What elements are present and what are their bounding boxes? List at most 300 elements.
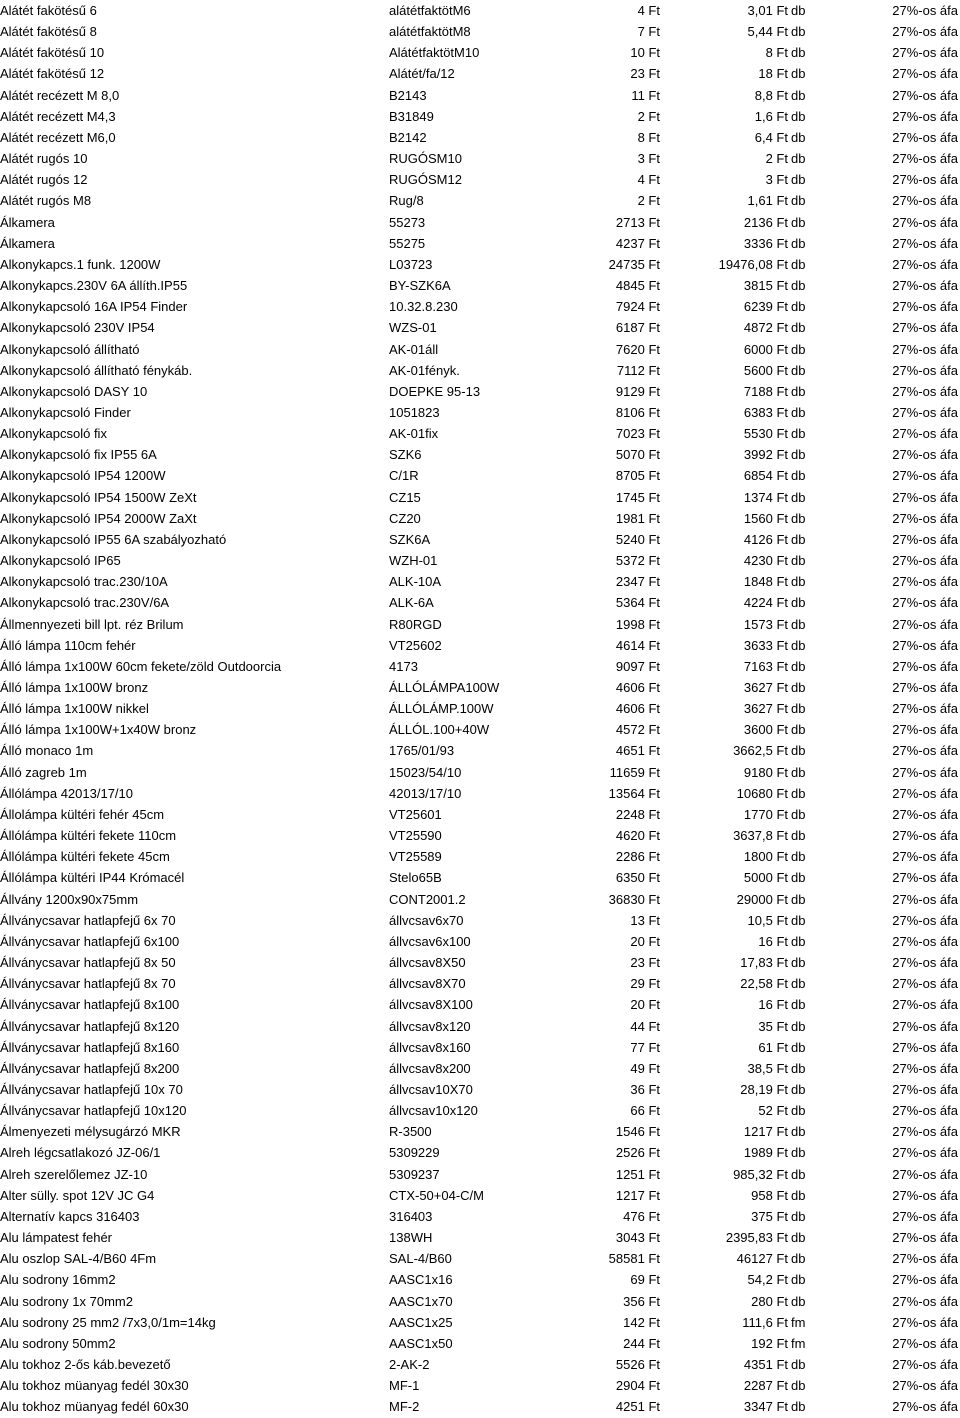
product-code: 5309237 <box>389 1166 440 1182</box>
unit: db <box>791 299 806 315</box>
vat-rate: 27%-os áfa <box>892 637 958 653</box>
vat-rate: 27%-os áfa <box>892 193 958 209</box>
product-name: Álló lámpa 110cm fehér <box>0 637 136 653</box>
vat-rate: 27%-os áfa <box>892 955 958 971</box>
table-row <box>0 614 960 635</box>
vat-rate: 27%-os áfa <box>892 320 958 336</box>
vat-rate: 27%-os áfa <box>892 1103 958 1119</box>
net-price: 3347 Ft <box>743 1399 788 1415</box>
vat-rate: 27%-os áfa <box>892 235 958 251</box>
unit: db <box>791 955 806 971</box>
vat-rate: 27%-os áfa <box>892 362 958 378</box>
unit: db <box>791 637 806 653</box>
vat-rate: 27%-os áfa <box>892 976 958 992</box>
product-name: Alu sodrony 1x 70mm2 <box>0 1293 133 1309</box>
unit: db <box>791 235 806 251</box>
table-row <box>0 339 960 360</box>
unit: db <box>791 66 806 82</box>
unit: db <box>791 976 806 992</box>
vat-rate: 27%-os áfa <box>892 1187 958 1203</box>
gross-price: 11 Ft <box>631 87 660 103</box>
product-name: Alternatív kapcs 316403 <box>0 1208 140 1224</box>
gross-price: 58581 Ft <box>608 1251 660 1267</box>
gross-price: 4845 Ft <box>615 278 660 294</box>
gross-price: 476 Ft <box>623 1208 660 1224</box>
table-row <box>0 381 960 402</box>
table-row <box>0 233 960 254</box>
unit: db <box>791 658 806 674</box>
gross-price: 5070 Ft <box>615 447 660 463</box>
unit: db <box>791 404 806 420</box>
gross-price: 7924 Ft <box>615 299 660 315</box>
product-name: Állványcsavar hatlapfejű 10x 70 <box>0 1081 183 1097</box>
unit: db <box>791 1018 806 1034</box>
product-code: R-3500 <box>389 1124 432 1140</box>
vat-rate: 27%-os áfa <box>892 1272 958 1288</box>
table-row <box>0 423 960 444</box>
product-name: Alkonykapcsoló DASY 10 <box>0 383 148 399</box>
product-code: 10.32.8.230 <box>389 299 458 315</box>
product-code: AlátétfaktötM10 <box>389 45 480 61</box>
unit: db <box>791 680 806 695</box>
unit: db <box>791 87 806 103</box>
unit: db <box>791 447 806 463</box>
table-row <box>0 1227 960 1248</box>
product-code: állvcsav8x160 <box>389 1039 471 1055</box>
unit: db <box>791 24 806 40</box>
table-row <box>0 1079 960 1100</box>
table-row <box>0 444 960 465</box>
gross-price: 1217 Ft <box>615 1187 660 1203</box>
gross-price: 8106 Ft <box>615 404 660 420</box>
vat-rate: 27%-os áfa <box>892 489 958 505</box>
product-code: Rug/8 <box>389 193 424 209</box>
vat-rate: 27%-os áfa <box>892 45 958 61</box>
unit: db <box>791 1145 806 1161</box>
gross-price: 20 Ft <box>630 933 660 949</box>
product-name: Álló lámpa 1x100W+1x40W bronz <box>0 722 197 738</box>
gross-price: 7620 Ft <box>615 341 660 357</box>
net-price: 1800 Ft <box>743 849 788 865</box>
gross-price: 66 Ft <box>630 1103 660 1119</box>
product-name: Alátét fakötésű 12 <box>0 66 105 82</box>
product-code: 55273 <box>389 214 426 230</box>
gross-price: 3043 Ft <box>615 1230 660 1246</box>
net-price: 1848 Ft <box>743 574 788 590</box>
unit: db <box>791 870 806 886</box>
gross-price: 2 Ft <box>637 193 660 209</box>
gross-price: 10 Ft <box>630 45 660 61</box>
table-row <box>0 1142 960 1163</box>
net-price: 10680 Ft <box>736 785 788 801</box>
net-price: 3627 Ft <box>743 701 788 717</box>
net-price: 3 Ft <box>765 172 788 188</box>
net-price: 4230 Ft <box>743 553 788 569</box>
gross-price: 142 Ft <box>623 1314 660 1330</box>
table-row <box>0 465 960 486</box>
table-row <box>0 762 960 783</box>
product-code: állvcsav10X70 <box>389 1081 473 1097</box>
gross-price: 29 Ft <box>630 976 660 992</box>
gross-price: 2526 Ft <box>615 1145 660 1161</box>
vat-rate: 27%-os áfa <box>892 1293 958 1309</box>
unit: db <box>791 616 806 632</box>
product-code: Stelo65B <box>389 870 442 886</box>
vat-rate: 27%-os áfa <box>892 510 958 526</box>
table-row <box>0 402 960 423</box>
vat-rate: 27%-os áfa <box>892 828 958 844</box>
net-price: 6383 Ft <box>743 404 788 420</box>
gross-price: 7112 Ft <box>616 362 660 378</box>
unit: db <box>791 595 806 611</box>
unit: db <box>791 383 806 399</box>
unit: db <box>791 1272 806 1288</box>
gross-price: 3 Ft <box>637 151 660 167</box>
vat-rate: 27%-os áfa <box>892 299 958 315</box>
table-row <box>0 21 960 42</box>
product-code: AK-01fényk. <box>389 362 460 378</box>
product-code: AK-01áll <box>389 341 439 357</box>
product-name: Alátét rugós 10 <box>0 151 88 167</box>
table-row <box>0 106 960 127</box>
product-code: állvcsav8X70 <box>389 976 466 992</box>
product-name: Állólámpa kültéri fekete 45cm <box>0 849 170 865</box>
gross-price: 1745 Ft <box>615 489 660 505</box>
vat-rate: 27%-os áfa <box>892 1357 958 1372</box>
unit: db <box>791 1230 806 1246</box>
net-price: 1,6 Ft <box>754 108 788 124</box>
unit: db <box>791 3 806 18</box>
product-code: ÁLLÓLÁMPA100W <box>389 680 500 695</box>
net-price: 3627 Ft <box>743 680 788 695</box>
net-price: 2 Ft <box>765 151 788 167</box>
net-price: 985,32 Ft <box>733 1166 788 1182</box>
product-name: Állólámpa 42013/17/10 <box>0 785 133 801</box>
vat-rate: 27%-os áfa <box>892 404 958 420</box>
vat-rate: 27%-os áfa <box>892 1208 958 1224</box>
vat-rate: 27%-os áfa <box>892 806 958 822</box>
gross-price: 8 Ft <box>637 129 660 145</box>
net-price: 280 Ft <box>751 1293 788 1309</box>
product-name: Alu oszlop SAL-4/B60 4Fm <box>0 1251 157 1267</box>
unit: db <box>791 785 806 801</box>
gross-price: 13564 Ft <box>608 785 660 801</box>
table-row <box>0 719 960 740</box>
vat-rate: 27%-os áfa <box>892 531 958 547</box>
unit: db <box>791 743 806 759</box>
unit: db <box>791 891 806 907</box>
product-name: Alu sodrony 16mm2 <box>0 1272 116 1288</box>
product-code: VT25601 <box>389 806 442 822</box>
product-code: 4173 <box>389 658 418 674</box>
table-row <box>0 85 960 106</box>
unit: db <box>791 1378 806 1394</box>
unit: db <box>791 129 806 145</box>
table-row <box>0 1396 960 1417</box>
product-code: ÁLLÓLÁMP.100W <box>389 701 494 717</box>
gross-price: 4572 Ft <box>615 722 660 738</box>
table-row <box>0 867 960 888</box>
product-name: Állmennyezeti bill lpt. réz Brilum <box>0 616 184 632</box>
product-name: Alkonykapcsoló állítható <box>0 341 140 357</box>
table-row <box>0 677 960 698</box>
product-name: Állványcsavar hatlapfejű 8x120 <box>0 1018 180 1034</box>
net-price: 19476,08 Ft <box>718 256 788 272</box>
product-name: Állványcsavar hatlapfejű 6x100 <box>0 933 180 949</box>
product-name: Állvány 1200x90x75mm <box>0 891 139 907</box>
product-name: Álló zagreb 1m <box>0 764 87 780</box>
product-code: 55275 <box>389 235 426 251</box>
table-row <box>0 931 960 952</box>
product-name: Alkonykapcsoló IP54 1200W <box>0 468 166 484</box>
product-name: Állványcsavar hatlapfejű 6x 70 <box>0 912 176 928</box>
unit: db <box>791 341 806 357</box>
product-code: BY-SZK6A <box>389 278 451 294</box>
product-code: C/1R <box>389 468 419 484</box>
unit: db <box>791 45 806 61</box>
net-price: 6854 Ft <box>743 468 788 484</box>
gross-price: 1998 Ft <box>615 616 660 632</box>
vat-rate: 27%-os áfa <box>892 108 958 124</box>
vat-rate: 27%-os áfa <box>892 1314 958 1330</box>
product-code: ALK-10A <box>389 574 442 590</box>
table-row <box>0 952 960 973</box>
product-name: Alátét recézett M 8,0 <box>0 87 120 103</box>
table-row <box>0 910 960 931</box>
vat-rate: 27%-os áfa <box>892 701 958 717</box>
unit: db <box>791 426 806 442</box>
net-price: 4224 Ft <box>743 595 788 611</box>
product-code: 2-AK-2 <box>389 1357 430 1372</box>
product-name: Alkonykapcsoló Finder <box>0 404 131 420</box>
product-code: 1051823 <box>389 404 440 420</box>
product-name: Alu sodrony 50mm2 <box>0 1335 116 1351</box>
unit: db <box>791 214 806 230</box>
product-name: Alátét fakötésű 8 <box>0 24 97 40</box>
gross-price: 69 Ft <box>630 1272 660 1288</box>
gross-price: 2248 Ft <box>615 806 660 822</box>
unit: db <box>791 278 806 294</box>
unit: db <box>791 151 806 167</box>
product-name: Álkamera <box>0 214 55 230</box>
gross-price: 9097 Ft <box>615 658 660 674</box>
product-code: 5309229 <box>389 1145 440 1161</box>
table-row <box>0 212 960 233</box>
table-row <box>0 1058 960 1079</box>
net-price: 5000 Ft <box>743 870 788 886</box>
gross-price: 23 Ft <box>630 955 660 971</box>
net-price: 3336 Ft <box>743 235 788 251</box>
product-code: WZH-01 <box>389 553 438 569</box>
net-price: 2395,83 Ft <box>725 1230 788 1246</box>
table-row <box>0 1037 960 1058</box>
table-row <box>0 698 960 719</box>
product-code: 316403 <box>389 1208 433 1224</box>
vat-rate: 27%-os áfa <box>892 172 958 188</box>
table-row <box>0 1333 960 1354</box>
gross-price: 6350 Ft <box>615 870 660 886</box>
gross-price: 4651 Ft <box>615 743 660 759</box>
unit: db <box>791 1187 806 1203</box>
gross-price: 356 Ft <box>623 1293 660 1309</box>
product-code: AASC1x25 <box>389 1314 453 1330</box>
table-row <box>0 846 960 867</box>
product-name: Alu tokhoz müanyag fedél 60x30 <box>0 1399 189 1415</box>
vat-rate: 27%-os áfa <box>892 616 958 632</box>
unit: db <box>791 531 806 547</box>
product-code: 15023/54/10 <box>389 764 462 780</box>
vat-rate: 27%-os áfa <box>892 1335 958 1351</box>
unit: db <box>791 933 806 949</box>
net-price: 1989 Ft <box>743 1145 788 1161</box>
vat-rate: 27%-os áfa <box>892 680 958 695</box>
table-row <box>0 1291 960 1312</box>
gross-price: 4 Ft <box>637 3 660 18</box>
vat-rate: 27%-os áfa <box>892 66 958 82</box>
unit: db <box>791 1399 806 1415</box>
table-row <box>0 740 960 761</box>
table-row <box>0 42 960 63</box>
product-name: Alkonykapcs.230V 6A állíth.IP55 <box>0 278 188 294</box>
gross-price: 4251 Ft <box>615 1399 660 1415</box>
unit: db <box>791 172 806 188</box>
vat-rate: 27%-os áfa <box>892 722 958 738</box>
vat-rate: 27%-os áfa <box>892 426 958 442</box>
net-price: 958 Ft <box>751 1187 788 1203</box>
gross-price: 2904 Ft <box>615 1378 660 1394</box>
product-code: 1765/01/93 <box>389 743 455 759</box>
product-name: Álmenyezeti mélysugárzó MKR <box>0 1124 181 1140</box>
product-code: CTX-50+04-C/M <box>389 1187 484 1203</box>
product-name: Állványcsavar hatlapfejű 8x 50 <box>0 955 176 971</box>
product-name: Alátét rugós 12 <box>0 172 88 188</box>
vat-rate: 27%-os áfa <box>892 383 958 399</box>
product-code: AASC1x70 <box>389 1293 453 1309</box>
product-name: Alkonykapcs.1 funk. 1200W <box>0 256 161 272</box>
table-row <box>0 508 960 529</box>
gross-price: 24735 Ft <box>608 256 660 272</box>
table-row <box>0 296 960 317</box>
net-price: 4351 Ft <box>743 1357 788 1372</box>
unit: db <box>791 1293 806 1309</box>
table-row <box>0 1354 960 1375</box>
net-price: 2136 Ft <box>743 214 788 230</box>
product-name: Alu tokhoz müanyag fedél 30x30 <box>0 1378 189 1394</box>
gross-price: 49 Ft <box>630 1060 660 1076</box>
product-name: Alkonykapcsoló fix IP55 6A <box>0 447 157 463</box>
table-row <box>0 656 960 677</box>
gross-price: 4614 Ft <box>615 637 660 653</box>
vat-rate: 27%-os áfa <box>892 1039 958 1055</box>
product-code: VT25589 <box>389 849 442 865</box>
product-code: ÁLLÓL.100+40W <box>389 722 490 738</box>
unit: db <box>791 510 806 526</box>
product-code: AK-01fix <box>389 426 439 442</box>
unit: db <box>791 256 806 272</box>
table-row <box>0 275 960 296</box>
gross-price: 4620 Ft <box>615 828 660 844</box>
vat-rate: 27%-os áfa <box>892 658 958 674</box>
product-name: Állványcsavar hatlapfejű 8x160 <box>0 1039 180 1055</box>
product-code: RUGÓSM12 <box>389 172 462 188</box>
net-price: 7163 Ft <box>743 658 788 674</box>
vat-rate: 27%-os áfa <box>892 151 958 167</box>
product-name: Álkamera <box>0 235 55 251</box>
vat-rate: 27%-os áfa <box>892 1018 958 1034</box>
net-price: 46127 Ft <box>736 1251 788 1267</box>
vat-rate: 27%-os áfa <box>892 278 958 294</box>
table-row <box>0 889 960 910</box>
unit: db <box>791 1039 806 1055</box>
product-code: RUGÓSM10 <box>389 151 462 167</box>
product-code: SZK6 <box>389 447 422 463</box>
product-name: Alu sodrony 25 mm2 /7x3,0/1m=14kg <box>0 1314 216 1330</box>
net-price: 16 Ft <box>758 933 788 949</box>
vat-rate: 27%-os áfa <box>892 129 958 145</box>
gross-price: 44 Ft <box>630 1018 660 1034</box>
gross-price: 7 Ft <box>637 24 660 40</box>
net-price: 16 Ft <box>758 997 788 1013</box>
net-price: 1560 Ft <box>743 510 788 526</box>
product-name: Alkonykapcsoló 230V IP54 <box>0 320 155 336</box>
product-code: CONT2001.2 <box>389 891 466 907</box>
net-price: 35 Ft <box>758 1018 788 1034</box>
net-price: 7188 Ft <box>743 383 788 399</box>
net-price: 1573 Ft <box>743 616 788 632</box>
net-price: 111,6 Ft <box>742 1314 788 1330</box>
vat-rate: 27%-os áfa <box>892 1060 958 1076</box>
net-price: 3992 Ft <box>743 447 788 463</box>
product-code: AASC1x50 <box>389 1335 453 1351</box>
product-code: B31849 <box>389 108 434 124</box>
gross-price: 4237 Ft <box>615 235 660 251</box>
net-price: 5600 Ft <box>743 362 788 378</box>
table-row <box>0 783 960 804</box>
table-row <box>0 360 960 381</box>
product-code: CZ15 <box>389 489 421 505</box>
unit: fm <box>791 1314 806 1330</box>
product-code: Alátét/fa/12 <box>389 66 455 82</box>
product-code: B2142 <box>389 129 427 145</box>
gross-price: 4606 Ft <box>615 701 660 717</box>
product-code: SAL-4/B60 <box>389 1251 452 1267</box>
unit: db <box>791 574 806 590</box>
net-price: 1770 Ft <box>743 806 788 822</box>
product-name: Alkonykapcsoló IP54 2000W ZaXt <box>0 510 197 526</box>
table-row <box>0 63 960 84</box>
vat-rate: 27%-os áfa <box>892 24 958 40</box>
product-name: Alátét fakötésű 6 <box>0 3 97 18</box>
product-name: Álló lámpa 1x100W 60cm fekete/zöld Outdoorcia <box>0 658 282 674</box>
product-code: állvcsav8X50 <box>389 955 466 971</box>
product-name: Alkonykapcsoló állítható fénykáb. <box>0 362 193 378</box>
gross-price: 1546 Ft <box>615 1124 660 1140</box>
product-name: Állolámpa kültéri fehér 45cm <box>0 806 165 822</box>
gross-price: 2286 Ft <box>615 849 660 865</box>
gross-price: 5372 Ft <box>615 553 660 569</box>
product-code: SZK6A <box>389 531 431 547</box>
vat-rate: 27%-os áfa <box>892 574 958 590</box>
gross-price: 5364 Ft <box>615 595 660 611</box>
product-name: Alter sülly. spot 12V JC G4 <box>0 1187 155 1203</box>
unit: db <box>791 701 806 717</box>
gross-price: 2713 Ft <box>615 214 660 230</box>
vat-rate: 27%-os áfa <box>892 870 958 886</box>
vat-rate: 27%-os áfa <box>892 256 958 272</box>
gross-price: 9129 Ft <box>615 383 660 399</box>
product-name: Alátét rugós M8 <box>0 193 92 209</box>
net-price: 3662,5 Ft <box>733 743 788 759</box>
